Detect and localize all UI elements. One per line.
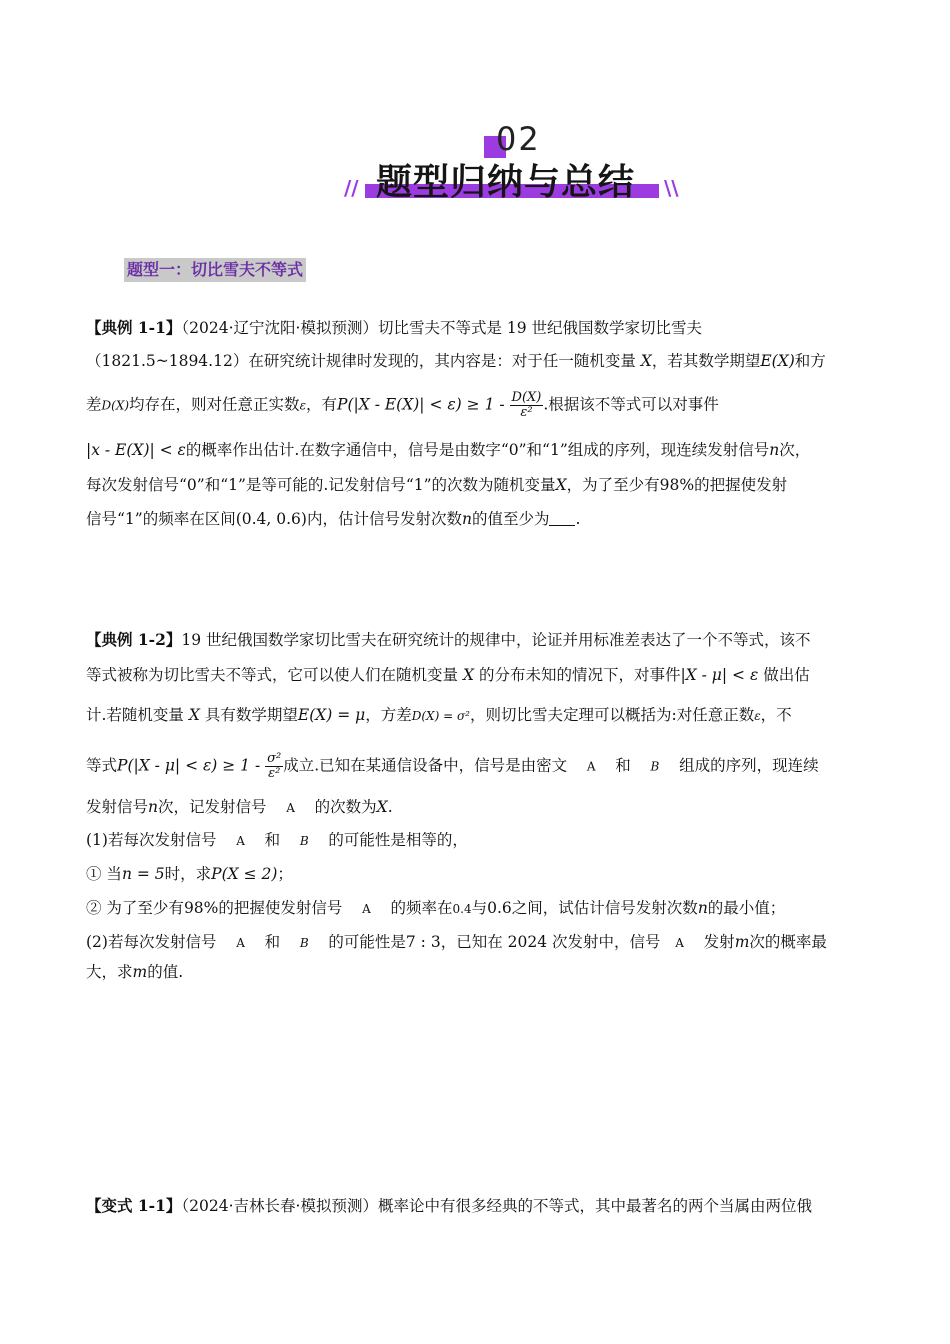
- var11-label: 【变式 1-1】: [86, 1196, 182, 1215]
- ex11-line-1: 【典例 1-1】（2024·辽宁沈阳·模拟预测）切比雪夫不等式是 19 世纪俄国数学家切比雪夫: [86, 318, 703, 337]
- ex12-line-1: 【典例 1-2】19 世纪俄国数学家切比雪夫在研究统计的规律中，论证并用标准差表达了一个不等式，该不: [86, 630, 811, 649]
- ex11-line-2: （1821.5~1894.12）在研究统计规律时发现的，其内容是：对于任一随机变量 X，若其数学期望E(X)和方: [86, 352, 826, 370]
- ex11-label: 【典例 1-1】: [86, 318, 182, 337]
- ex12-line-8: ② 为了至少有98%的把握使发射信号 A 的频率在0.4与0.6之间，试估计信号发射次数n的最小值；: [86, 899, 786, 917]
- ex12-line-10: 大，求m的值.: [86, 963, 184, 981]
- header-number: 02: [496, 120, 541, 158]
- ex12-fraction: $\frac{\text{σ²}}{\text{ε²}}$: [267, 751, 282, 781]
- header-right-mark: \\: [664, 176, 679, 200]
- ex11-fraction: $\frac{D(X)}{\text{ε²}}$: [511, 390, 542, 420]
- ex11-line-3: 差D(X)均存在，则对任意正实数ε，有P(|X - E(X)| < ε) ≥ 1 - $\frac{D(X)}{\text{ε²}}$ .根据该不等式可以对事件: [86, 390, 719, 420]
- ex12-line-7: ① 当n = 5时，求P(X ≤ 2)；: [86, 865, 293, 883]
- ex11-line-4: |x - E(X)| < ε的概率作出估计.在数字通信中，信号是由数字“0”和“1”组成的序列，现连续发射信号n次，: [86, 441, 811, 459]
- ex12-label: 【典例 1-2】: [86, 630, 182, 649]
- section-tag: 题型一：切比雪夫不等式: [124, 258, 306, 282]
- header-left-mark: //: [344, 176, 359, 200]
- var11-line-1: 【变式 1-1】（2024·吉林长春·模拟预测）概率论中有很多经典的不等式，其中最著名的两个当属由两位俄: [86, 1196, 812, 1215]
- ex12-line-9: (2)若每次发射信号 A 和 B 的可能性是7 : 3，已知在 2024 次发射中，信号 A 发射m次的概率最: [86, 933, 827, 951]
- ex11-line-6: 信号“1”的频率在区间(0.4, 0.6)内，估计信号发射次数n的值至少为 .: [86, 510, 581, 528]
- page-title: 题型归纳与总结: [376, 162, 636, 203]
- ex12-line-6: (1)若每次发射信号 A 和 B 的可能性是相等的，: [86, 831, 468, 849]
- ex11-line-5: 每次发射信号“0”和“1”是等可能的.记发射信号“1”的次数为随机变量X，为了至少有98%的把握使发射: [86, 476, 788, 494]
- answer-blank: [549, 511, 575, 526]
- ex12-line-3: 计.若随机变量 X 具有数学期望E(X) = μ，方差D(X) = σ²，则切比雪夫定理可以概括为:对任意正数ε，不: [86, 706, 792, 724]
- ex12-line-4: 等式P(|X - μ| < ε) ≥ 1 - $\frac{\text{σ²}}{\text{ε²}}$ 成立.已知在某通信设备中，信号是由密文 A 和 B 组成的序列，现连续: [86, 751, 819, 781]
- ex12-line-2: 等式被称为切比雪夫不等式，它可以使人们在随机变量 X 的分布未知的情况下，对事件|X - μ| < ε 做出估: [86, 666, 810, 684]
- ex12-line-5: 发射信号n次，记发射信号 A 的次数为X.: [86, 798, 393, 816]
